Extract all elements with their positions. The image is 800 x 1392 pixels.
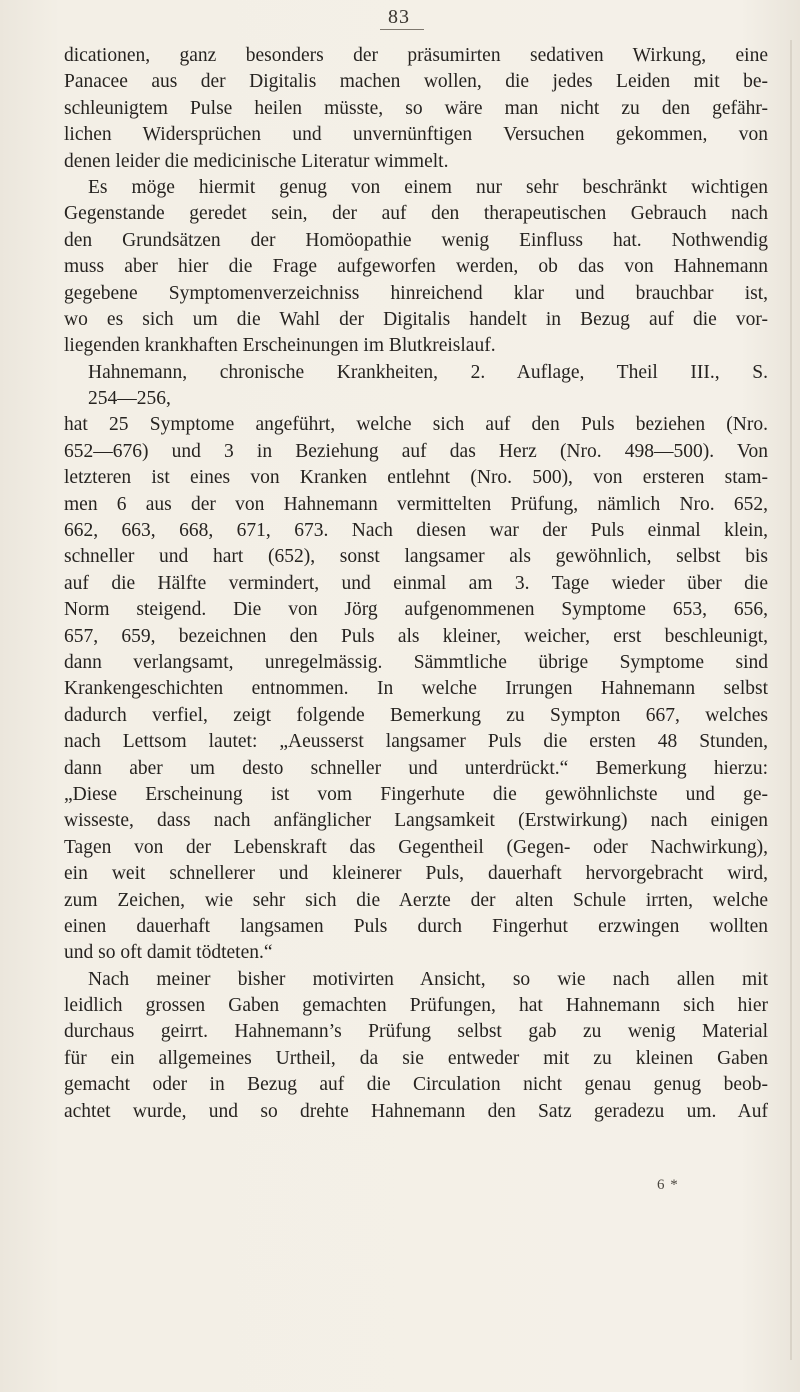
page-edge-shadow [790, 40, 792, 1360]
text-line: denen leider die medicinische Literatur wimmelt. [64, 150, 449, 172]
text-line: schleunigtem Pulse heilen müsste, so wäre man nicht zu den gefähr- [64, 97, 768, 119]
text-line: Panacee aus der Digitalis machen wollen, die jedes Leiden mit be- [64, 71, 768, 93]
citation-line: Hahnemann, chronische Krankheiten, 2. Auflage, Theil III., S. [88, 361, 768, 383]
text-line: dicationen, ganz besonders der präsumirten sedativen Wirkung, eine [64, 45, 768, 66]
text-line: gemacht oder in Bezug auf die Circulation nicht genau genug beob- [64, 1074, 768, 1096]
page-number-rule [380, 29, 424, 30]
text-line: Norm steigend. Die von Jörg aufgenommenen Symptome 653, 656, [64, 599, 768, 621]
signature-mark: 6 * [657, 1177, 679, 1193]
text-line: 652—676) und 3 in Beziehung auf das Herz (Nro. 498—500). Von [64, 440, 768, 462]
text-line: gegebene Symptomenverzeichniss hinreichend klar und brauchbar ist, [64, 282, 768, 304]
text-line: wo es sich um die Wahl der Digitalis handelt in Bezug auf die vor- [64, 308, 768, 330]
text-line: schneller und hart (652), sonst langsamer als gewöhnlich, selbst bis [64, 546, 768, 568]
text-line: men 6 aus der von Hahnemann vermittelten Prüfung, nämlich Nro. 652, [64, 493, 768, 515]
text-line: wisseste, dass nach anfänglicher Langsamkeit (Erstwirkung) nach einigen [64, 810, 768, 832]
text-line: hat 25 Symptome angeführt, welche sich auf den Puls beziehen (Nro. [64, 414, 768, 436]
text-line: dann aber um desto schneller und unterdrückt.“ Bemerkung hierzu: [64, 757, 768, 779]
text-line: dann verlangsamt, unregelmässig. Sämmtliche übrige Symptome sind [64, 651, 768, 673]
text-line: und so oft damit tödteten.“ [64, 942, 273, 964]
text-line: Nach meiner bisher motivirten Ansicht, so wie nach allen mit [88, 968, 768, 990]
body-text [64, 43, 768, 1125]
text-line: leidlich grossen Gaben gemachten Prüfungen, hat Hahnemann sich hier [64, 995, 768, 1017]
text-line: dadurch verfiel, zeigt folgende Bemerkung zu Sympton 667, welches [64, 704, 768, 726]
text-line: nach Lettsom lautet: „Aeusserst langsamer Puls die ersten 48 Stunden, [64, 731, 768, 753]
text-line: Tagen von der Lebenskraft das Gegentheil (Gegen- oder Nachwirkung), [64, 836, 768, 858]
text-line: für ein allgemeines Urtheil, da sie entweder mit zu kleinen Gaben [64, 1047, 768, 1069]
text-line: durchaus geirrt. Hahnemann’s Prüfung selbst gab zu wenig Material [64, 1021, 768, 1043]
text-line: zum Zeichen, wie sehr sich die Aerzte der alten Schule irrten, welche [64, 889, 768, 911]
text-line: den Grundsätzen der Homöopathie wenig Einfluss hat. Nothwendig [64, 229, 768, 251]
text-line: Es möge hiermit genug von einem nur sehr beschränkt wichtigen [88, 176, 768, 198]
text-line: muss aber hier die Frage aufgeworfen werden, ob das von Hahnemann [64, 256, 768, 278]
text-line: Gegenstande geredet sein, der auf den therapeutischen Gebrauch nach [64, 203, 768, 225]
text-line: „Diese Erscheinung ist vom Fingerhute die gewöhnlichste und ge- [64, 783, 768, 805]
text-line: 662, 663, 668, 671, 673. Nach diesen war der Puls einmal klein, [64, 520, 768, 542]
page-number: 83 [388, 6, 410, 28]
text-line: Krankengeschichten entnommen. In welche Irrungen Hahnemann selbst [64, 678, 768, 700]
text-line: liegenden krankhaften Erscheinungen im Blutkreislauf. [64, 335, 496, 357]
text-line: letzteren ist eines von Kranken entlehnt (Nro. 500), von ersteren stam- [64, 467, 768, 489]
text-line: 657, 659, bezeichnen den Puls als kleiner, weicher, erst beschleunigt, [64, 625, 768, 647]
text-line: lichen Widersprüchen und unvernünftigen Versuchen gekommen, von [64, 124, 768, 146]
citation-line: 254—256, [88, 388, 171, 410]
text-line: ein weit schnellerer und kleinerer Puls, dauerhaft hervorgebracht wird, [64, 863, 768, 885]
text-line: achtet wurde, und so drehte Hahnemann den Satz geradezu um. Auf [64, 1100, 768, 1122]
text-line: einen dauerhaft langsamen Puls durch Fingerhut erzwingen wollten [64, 915, 768, 937]
text-line: auf die Hälfte vermindert, und einmal am 3. Tage wieder über die [64, 572, 768, 594]
